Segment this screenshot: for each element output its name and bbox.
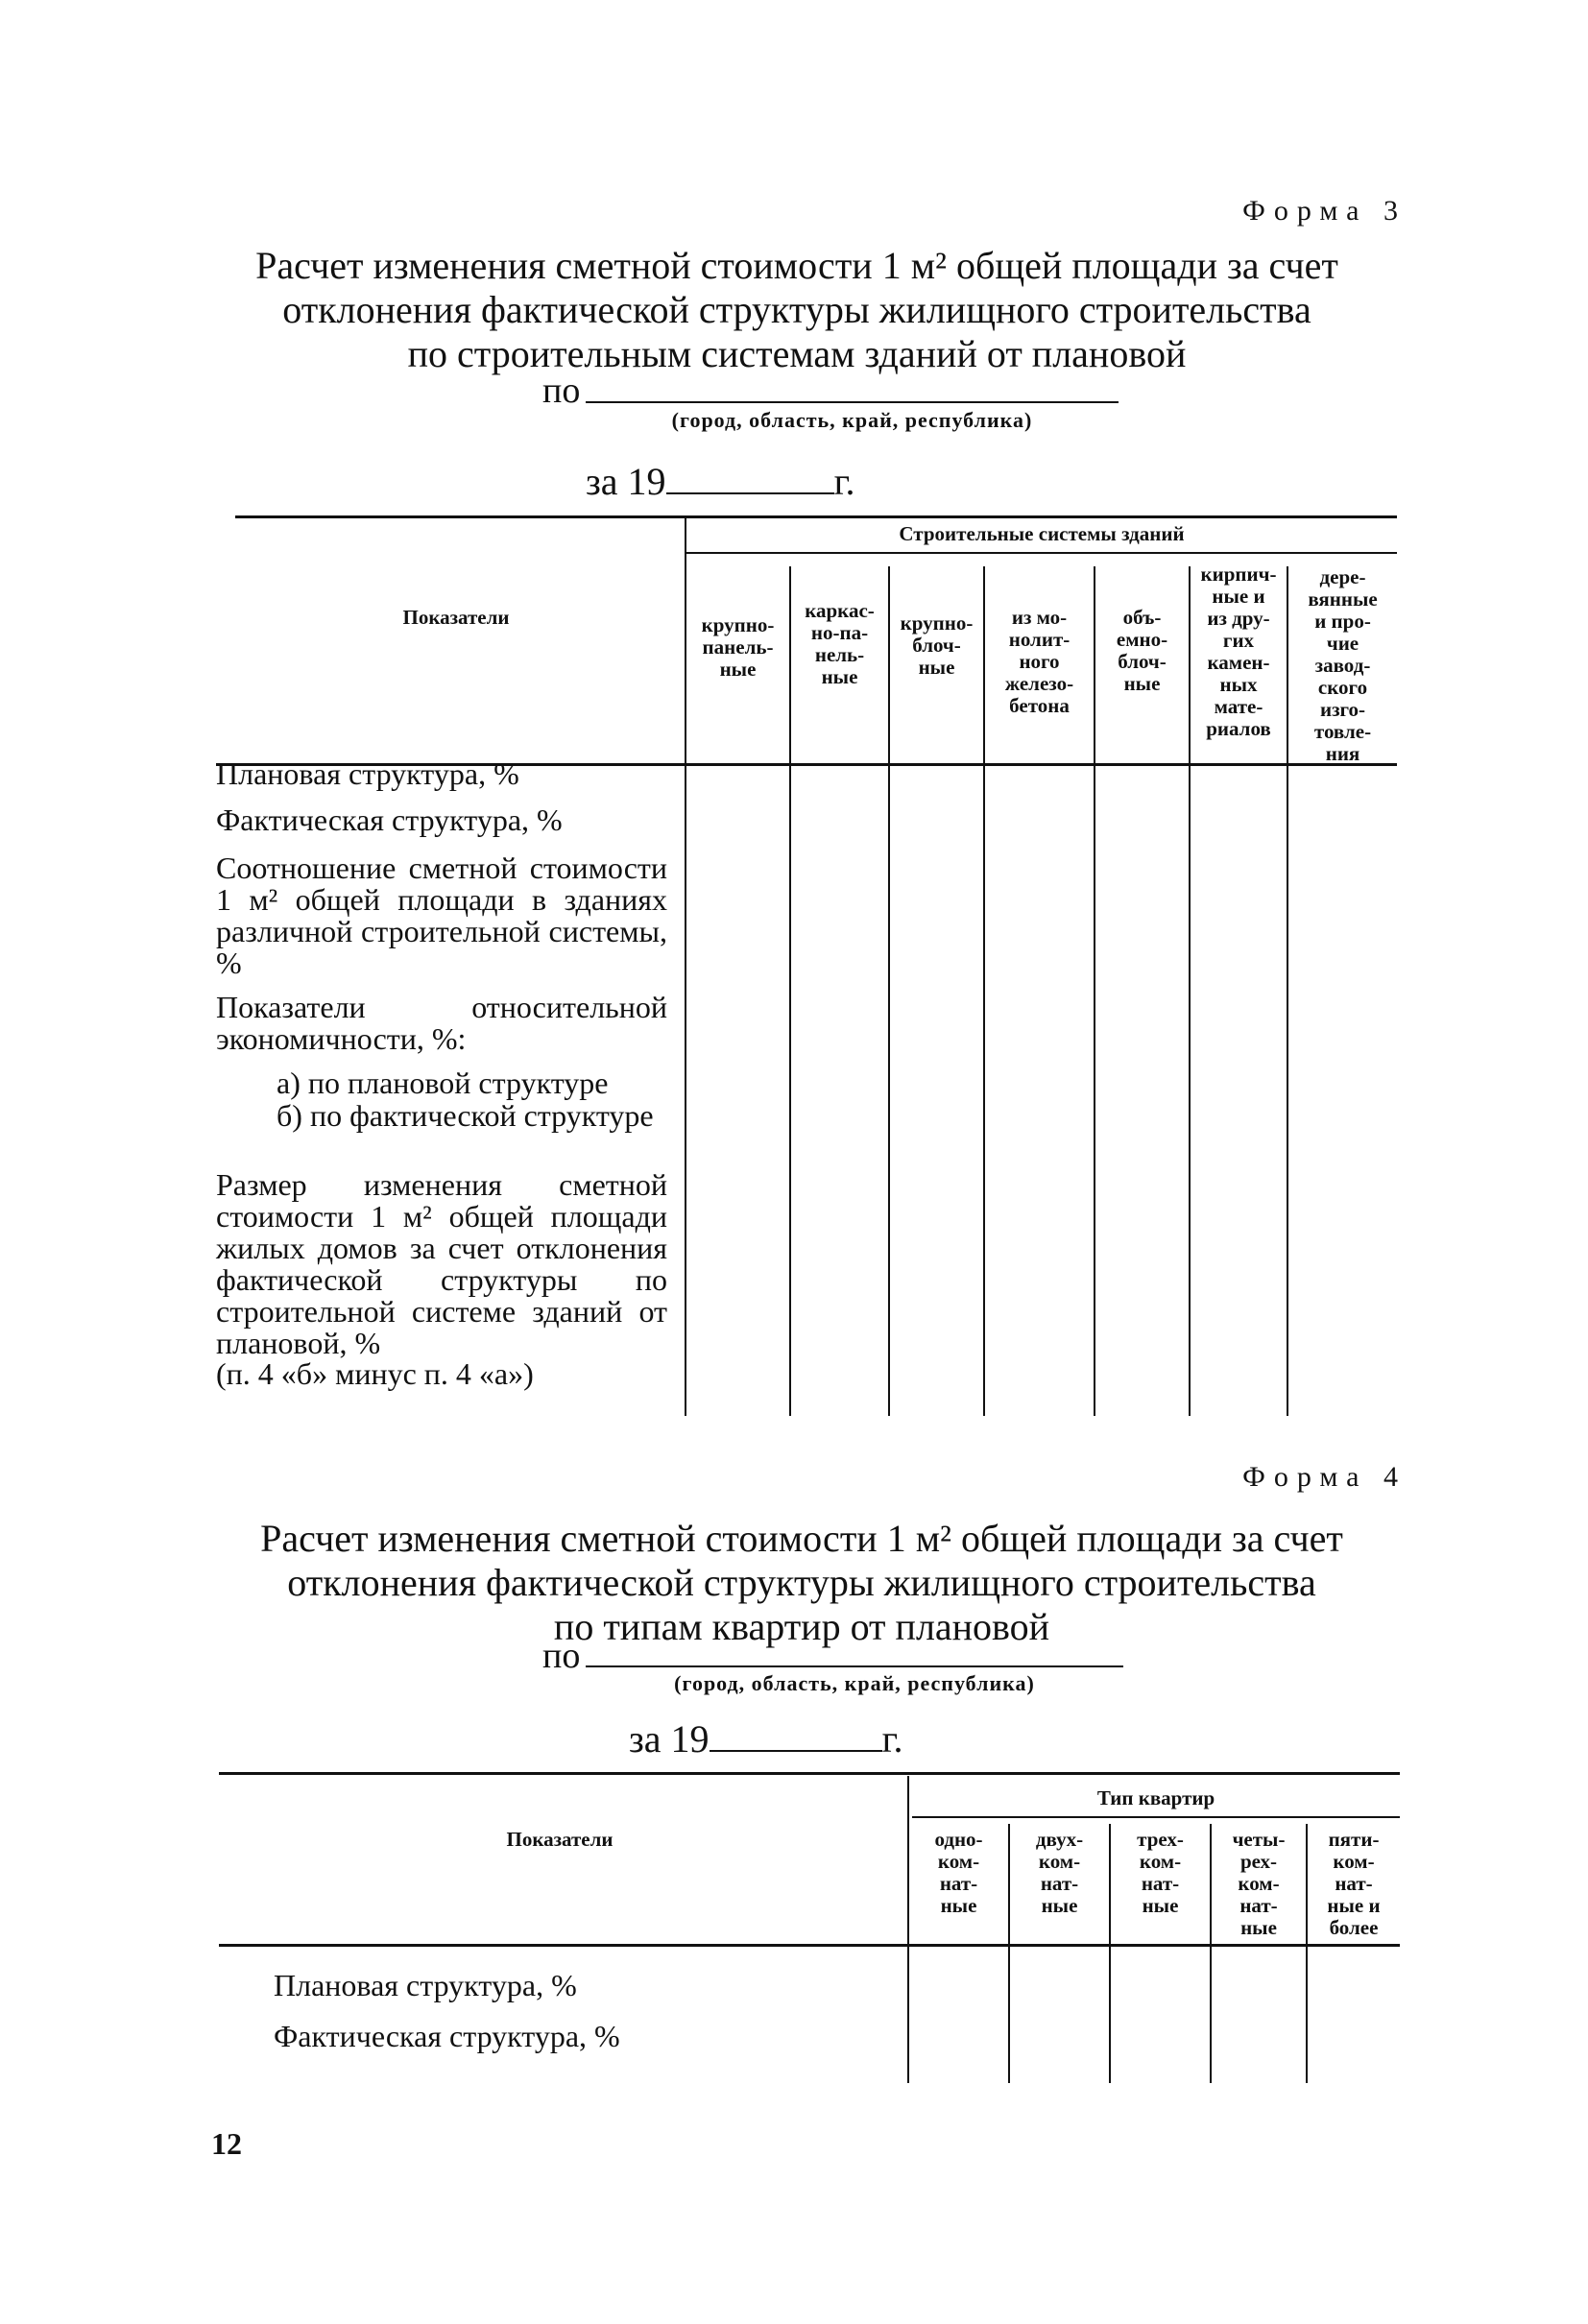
form3-col-4-line: бетона — [1009, 694, 1070, 717]
form4-col-4-line: нат- — [1239, 1894, 1278, 1917]
form4-col-1-line: ные — [940, 1894, 977, 1917]
form3-col-7-line: вянные — [1308, 587, 1378, 611]
form4-col-header-5 — [1308, 1829, 1400, 1939]
form4-col-4-line: ком- — [1238, 1872, 1280, 1895]
form4-po-label: по — [542, 1636, 581, 1676]
form3-row-planned: Плановая структура, % — [216, 756, 519, 791]
form4-col-2-line: ные — [1041, 1894, 1078, 1917]
form4-col-5-line: ные и — [1327, 1894, 1381, 1917]
form4-row-planned: Плановая структура, % — [274, 1968, 577, 2002]
form3-title-line-3: по строительным системам зданий от плановой — [407, 332, 1187, 375]
form3-title-line-1: Расчет изменения сметной стоимости 1 м² общей площади за счет — [255, 244, 1338, 287]
form4-col-3-line: трех- — [1137, 1828, 1184, 1851]
form3-row-change-size: Размер изменения сметной стоимости 1 м² общей площади жилых домов за счет отклонения фактической структуры по строительной системе зданий от плановой, % — [216, 1167, 667, 1360]
form4-col-3-line: ком- — [1139, 1850, 1182, 1873]
form3-col-6-line: гих — [1222, 629, 1255, 652]
form4-col-4-line: рех- — [1239, 1850, 1278, 1873]
form4-col-2-line: двух- — [1035, 1828, 1084, 1851]
form3-col-4-line: железо- — [1004, 672, 1074, 695]
form4-col-5-line: пяти- — [1328, 1828, 1380, 1851]
form4-col-1-line: нат- — [939, 1872, 978, 1895]
form3-location-caption: (город, область, край, республика) — [671, 408, 1033, 432]
form4-title-line-3: по типам квартир от плановой — [553, 1605, 1050, 1648]
form4-col-2-line: ком- — [1038, 1850, 1081, 1873]
form4-col-4-line: ные — [1240, 1916, 1277, 1939]
form4-col-header-3 — [1111, 1829, 1210, 1917]
form3-col-5-line: ные — [1123, 672, 1161, 695]
form3-col-3-line: ные — [918, 656, 955, 679]
form3-col-6-line: ные и — [1212, 585, 1265, 608]
form3-col-4-line: ного — [1019, 650, 1060, 673]
form4-col-5-line: ком- — [1333, 1850, 1375, 1873]
form4-group-rule — [912, 1816, 1400, 1818]
form3-col-7-line: ского — [1317, 676, 1368, 699]
form3-col-5-line: блоч- — [1118, 650, 1167, 673]
form4-group-header: Тип квартир — [1096, 1786, 1215, 1809]
form3-col-7-line: ния — [1325, 742, 1360, 765]
form3-col-6-line: ных — [1219, 673, 1258, 696]
form4-row-actual: Фактическая структура, % — [274, 2019, 620, 2053]
form3-indicator-header: Показатели — [402, 606, 510, 629]
form4-col-header-4 — [1212, 1829, 1306, 1939]
form4-col-2-line: нат- — [1040, 1872, 1079, 1895]
form4-col-5-line: нат- — [1335, 1872, 1373, 1895]
form4-label: Форма 4 — [1242, 1461, 1407, 1493]
form3-row-economy: Показатели относительной экономичности, %: — [216, 990, 667, 1056]
form4-col-3-line: ные — [1142, 1894, 1179, 1917]
form3-col-3-line: блоч- — [912, 634, 961, 657]
form3-group-header: Строительные системы зданий — [899, 522, 1185, 545]
form3-col-3-line: крупно- — [900, 611, 974, 635]
form3-col-7-line: и про- — [1314, 610, 1371, 633]
form3-col-2-line: каркас- — [805, 599, 875, 622]
form3-period-prefix: за 19 — [586, 460, 666, 503]
form4-header-bottom-rule — [219, 1944, 1400, 1947]
form3-col-5-line: объ- — [1122, 606, 1162, 629]
form3-col-6-line: кирпич- — [1200, 563, 1277, 586]
form3-po-label: по — [542, 371, 581, 411]
form3-col-7-line: завод- — [1314, 654, 1371, 677]
form3-col-5-line: емно- — [1116, 628, 1168, 651]
form3-row-cost-ratio: Соотношение сметной стоимости 1 м² общей площади в зданиях различной строительной системы, % — [216, 851, 667, 980]
form4-title-line-2: отклонения фактической структуры жилищного строительства — [287, 1561, 1316, 1604]
form3-row-economy-a: а) по плановой структуре — [277, 1066, 609, 1100]
page-number: 12 — [211, 2126, 242, 2161]
form3-col-2-line: но-па- — [810, 621, 869, 644]
form3-row-change-note: (п. 4 «б» минус п. 4 «а») — [216, 1356, 534, 1391]
form3-col-6-line: камен- — [1207, 651, 1270, 674]
form3-col-7-line: чие — [1326, 632, 1359, 655]
form3-col-7-line: дере- — [1319, 565, 1366, 588]
form4-col-header-2 — [1010, 1829, 1109, 1917]
form4-col-3-line: нат- — [1141, 1872, 1180, 1895]
form3-col-6-line: из дру- — [1207, 607, 1270, 630]
form4-table-top-rule — [219, 1772, 1400, 1775]
form3-label: Форма 3 — [1242, 195, 1407, 227]
form3-col-1-line: крупно- — [701, 613, 775, 636]
form3-col-7-line: изго- — [1319, 698, 1366, 721]
form4-col-header-1 — [909, 1829, 1008, 1917]
form4-title-line-1: Расчет изменения сметной стоимости 1 м² общей площади за счет — [260, 1517, 1343, 1560]
form3-col-7-line: товле- — [1313, 720, 1372, 743]
form3-period-suffix: г. — [833, 460, 855, 503]
form3-title-line-2: отклонения фактической структуры жилищного строительства — [282, 288, 1311, 331]
form3-row-actual: Фактическая структура, % — [216, 803, 563, 837]
form4-col-1-line: ком- — [937, 1850, 980, 1873]
form3-row-economy-b: б) по фактической структуре — [277, 1098, 654, 1133]
form3-col-6-line: риалов — [1206, 717, 1271, 740]
form3-col-2-line: ные — [821, 665, 858, 688]
form4-indicator-header: Показатели — [506, 1828, 614, 1851]
form4-col-1-line: одно- — [934, 1828, 983, 1851]
form4-col-4-line: четы- — [1232, 1828, 1286, 1851]
form4-col-sep-0 — [907, 1776, 909, 2083]
form4-period-prefix: за 19 — [629, 1717, 710, 1761]
form3-col-2-line: нель- — [814, 643, 865, 666]
form3-col-4-line: из мо- — [1011, 606, 1068, 629]
form3-col-1-line: ные — [719, 658, 757, 681]
form4-col-5-line: более — [1329, 1916, 1379, 1939]
form4-period-suffix: г. — [881, 1717, 903, 1761]
form3-col-4-line: нолит- — [1008, 628, 1071, 651]
form3-col-1-line: панель- — [702, 635, 774, 659]
form4-location-caption: (город, область, край, республика) — [674, 1671, 1035, 1695]
form3-col-6-line: мате- — [1214, 695, 1263, 718]
